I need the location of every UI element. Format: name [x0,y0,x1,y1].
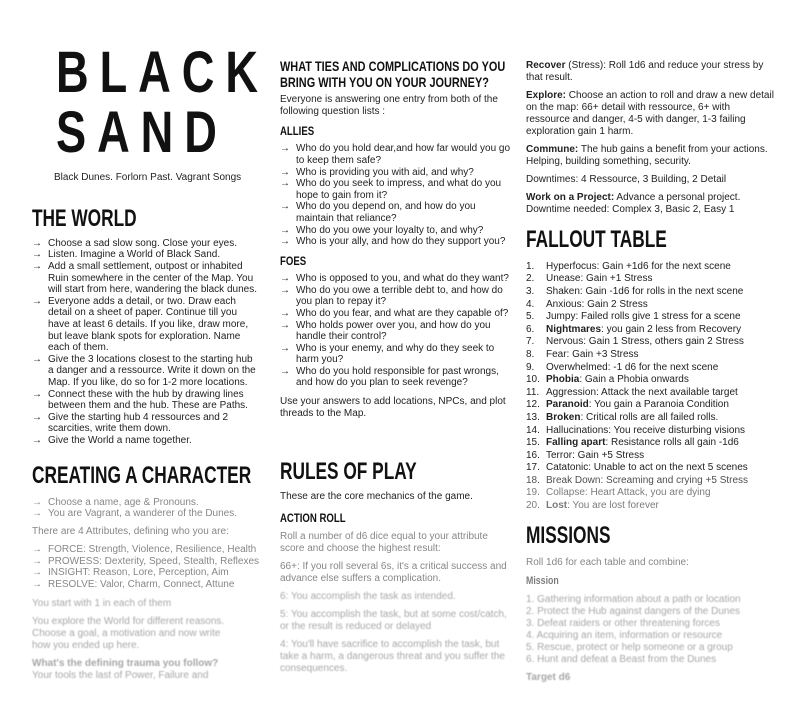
list-item: → Who do you owe your loyalty to, and why? [280,225,512,237]
ties-outro: Use your answers to add locations, NPCs, and plot threads to the Map. [280,396,506,420]
fallout-text: Aggression: Attack the next available target [546,386,738,398]
fallout-text: Jumpy: Failed rolls give 1 stress for a scene [546,311,741,323]
ties-heading-1: WHAT TIES AND COMPLICATIONS DO YOU [280,58,506,74]
downtimes-text: Downtimes: 4 Ressource, 3 Building, 2 Detail [526,174,727,185]
fallout-text: Terror: Gain +5 Stress [546,449,645,461]
result-1-3: 4: You'll have sacrifice to accomplish the task, but take a harm, a dangerous threat and you suffer the consequences. [280,639,505,675]
fallout-number: 17. [526,462,540,474]
title-line-1: BLACK [56,40,269,105]
fallout-number: 5. [526,311,535,323]
list-item: → You are Vagrant, a wanderer of the Dunes. [32,508,260,520]
fallout-number: 16. [526,449,540,461]
fallout-row [526,425,776,438]
fallout-text: Fear: Gain +3 Stress [546,348,639,360]
action-roll-heading: ACTION ROLL [280,510,346,525]
fallout-number: 7. [526,336,535,348]
fallout-text: Nervous: Gain 1 Stress, others gain 2 Stress [546,336,744,348]
fallout-text: : You are lost forever [567,500,659,512]
fallout-list [526,261,776,513]
fallout-row [526,487,776,500]
fallout-number: 1. [526,260,535,272]
fallout-text: Shaken: Gain -1d6 for rolls in the next scene [546,285,744,297]
explore-label: Explore: [526,90,567,101]
fallout-text: : Resistance rolls all gain -1d6 [605,437,739,449]
foes-list [280,273,512,389]
list-item: → Choose a sad slow song. Close your eyes. [32,238,260,250]
missions-subheading: Mission [526,574,559,587]
character-p4: Your tools the last of Power, Failure and [32,670,209,682]
fallout-number: 3. [526,285,535,297]
fallout-row [526,387,776,400]
list-item: → RESOLVE: Valor, Charm, Connect, Attune [32,579,260,591]
fallout-text: : Critical rolls are all failed rolls. [580,411,719,423]
fallout-label: Nightmares [546,323,602,335]
result-6: 6: You accomplish the task as intended. [280,591,456,603]
list-item: → Give the 3 locations closest to the starting hub a danger and a ressource. Write it down on the Map. If you like, do so for 1-2 more locations. [32,354,260,389]
fallout-number: 18. [526,474,540,486]
ties-heading-2: BRING WITH YOU ON YOUR JOURNEY? [280,74,489,90]
project-entry [526,192,776,216]
fallout-number: 19. [526,487,540,499]
fallout-row [526,362,776,375]
attributes-intro: There are 4 Attributes, defining who you are: [32,525,229,537]
list-item: → Who do you depend on, and how do you maintain that reliance? [280,201,512,224]
character-p2b: how you ended up here. [32,640,140,652]
rules-heading: RULES OF PLAY [280,458,417,485]
mission-item: 5. Rescue, protect or help someone or a group [526,641,733,653]
character-p2: You explore the World for different reasons. Choose a goal, a motivation and now write [32,616,225,640]
allies-list [280,143,512,247]
fallout-label: Paranoid [546,399,589,411]
recover-text: (Stress): Roll 1d6 and reduce your stress by that result. [526,60,764,83]
explore-entry [526,90,776,138]
recover-label: Recover [526,60,566,71]
fallout-section [526,226,776,513]
result-66: 66+: If you roll several 6s, it's a critical success and advance else suffers a complication. [280,561,507,585]
fallout-text: Hallucinations: You receive disturbing visions [546,424,746,436]
rules-intro: These are the core mechanics of the game. [280,490,473,502]
list-item: → Give the World a name together. [32,435,260,447]
character-heading: CREATING A CHARACTER [32,462,252,489]
list-item: → Connect these with the hub by drawing lines between them and the hub. These are Paths. [32,389,260,412]
list-item: → Who do you fear, and what are they capable of? [280,308,512,320]
fallout-text: Overwhelmed: -1 d6 for the next scene [546,361,719,373]
action-roll-text: Roll a number of d6 dice equal to your attribute score and choose the highest result: [280,531,488,555]
fallout-number: 12. [526,399,540,411]
list-item: → Who is your enemy, and why do they seek to harm you? [280,343,512,366]
list-item: → Who do you owe a terrible debt to, and how do you plan to repay it? [280,285,512,308]
character-p1: You start with 1 in each of them [32,598,172,610]
fallout-row [526,450,776,463]
fallout-text: : You gain a Paranoia Condition [588,399,729,411]
world-section [32,205,260,446]
project-text: Advance a personal project. Downtime needed: Complex 3, Basic 2, Easy 1 [526,192,741,215]
fallout-number: 13. [526,411,540,423]
list-item: → Who is opposed to you, and what do they want? [280,273,512,285]
list-item: → Who do you seek to impress, and what do you hope to gain from it? [280,178,512,201]
list-item: → FORCE: Strength, Violence, Resilience, Health [32,544,260,556]
fallout-row [526,311,776,324]
fallout-label: Phobia [546,374,580,386]
missions-heading: MISSIONS [526,522,611,549]
list-item: → Give the starting hub 4 ressources and 2 scarcities, write them down. [32,412,260,435]
fallout-text: Break Down: Screaming and crying +5 Stress [546,474,749,486]
mission-item: 3. Defeat raiders or other threatening forces [526,617,720,629]
explore-text: Choose an action to roll and draw a new detail on the map: 66+ detail with ressource, 6+ with ressource and danger, 4-5 with danger, 1-3 failing exploration gain 1 harm. [526,90,774,137]
fallout-text: Anxious: Gain 2 Stress [546,298,648,310]
fallout-row [526,437,776,450]
fallout-label: Broken [546,411,581,423]
fallout-row [526,374,776,387]
fallout-row [526,261,776,274]
list-item: → Add a small settlement, outpost or inhabited Ruin somewhere in the center of the Map. You will start from here, wandering the black dunes. [32,261,260,296]
foes-heading: FOES [280,253,307,268]
list-item: → Who is your ally, and how do they support you? [280,236,512,248]
list-item: → Who do you hold dear,and how far would you go to keep them safe? [280,143,512,166]
character-section [32,462,260,682]
fallout-heading: FALLOUT TABLE [526,226,667,253]
result-4-5: 5: You accomplish the task, but at some cost/catch, or the result is reduced or delayed [280,609,507,633]
fallout-number: 10. [526,374,540,386]
mission-item: 1. Gathering information about a path or location [526,593,741,605]
fallout-text: Unease: Gain +1 Stress [546,273,653,285]
fallout-row [526,336,776,349]
mission-item: 2. Protect the Hub against dangers of the Dunes [526,605,741,617]
list-item: → Who is providing you with aid, and why? [280,167,512,179]
fallout-row [526,273,776,286]
list-item: → Who do you hold responsible for past wrongs, and how do you plan to seek revenge? [280,366,512,389]
list-item: → INSIGHT: Reason, Lore, Perception, Aim [32,567,260,579]
title-line-2: SAND [56,100,228,165]
character-p3: What's the defining trauma you follow? [32,658,219,670]
recover-entry [526,60,776,84]
commune-text: The hub gains a benefit from your actions. Helping, building something, security. [526,144,768,167]
fallout-number: 4. [526,298,535,310]
missions-section [526,522,776,684]
attributes-list [32,544,260,590]
fallout-row [526,299,776,312]
fallout-row [526,500,776,513]
fallout-number: 9. [526,361,535,373]
commune-entry [526,144,776,168]
rules-section [280,458,512,675]
fallout-number: 20. [526,500,540,512]
fallout-row [526,412,776,425]
fallout-row [526,324,776,337]
fallout-number: 15. [526,437,540,449]
mission-item: 6. Hunt and defeat a Beast from the Dunes [526,653,717,665]
fallout-row [526,475,776,488]
list-item: → Listen. Imagine a World of Black Sand. [32,249,260,261]
subtitle: Black Dunes. Forlorn Past. Vagrant Songs [54,172,242,183]
list-item: → Choose a name, age & Pronouns. [32,497,260,509]
world-list [32,238,260,447]
fallout-number: 8. [526,348,535,360]
list-item: → PROWESS: Dexterity, Speed, Stealth, Reflexes [32,556,260,568]
ties-section [280,58,512,420]
fallout-row [526,286,776,299]
actions-section [526,60,776,216]
missions-footer: Target d6 [526,671,571,683]
fallout-text: : you gain 2 less from Recovery [601,323,742,335]
list-item: → Everyone adds a detail, or two. Draw each detail on a sheet of paper. Continue till you have at least 6 details. If you like, draw more, but leave blank spots for exploration. Name each of them. [32,296,260,354]
fallout-row [526,399,776,412]
fallout-text: : Gain a Phobia onwards [579,374,689,386]
fallout-row [526,462,776,475]
fallout-text: Collapse: Heart Attack, you are dying [546,487,711,499]
world-heading: THE WORLD [32,205,137,232]
fallout-label: Falling apart [546,437,606,449]
fallout-row [526,349,776,362]
fallout-text: Hyperfocus: Gain +1d6 for the next scene [546,260,731,272]
commune-label: Commune: [526,144,579,155]
fallout-number: 14. [526,424,540,436]
fallout-number: 2. [526,273,535,285]
fallout-number: 6. [526,323,535,335]
missions-intro: Roll 1d6 for each table and combine: [526,556,689,568]
fallout-number: 11. [526,386,540,398]
character-list [32,497,260,520]
fallout-text: Catatonic: Unable to act on the next 5 scenes [546,462,748,474]
project-label: Work on a Project: [526,192,615,203]
allies-heading: ALLIES [280,124,315,138]
list-item: → Who holds power over you, and how do you handle their control? [280,320,512,343]
mission-item: 4. Acquiring an item, information or resource [526,629,723,641]
fallout-label: Lost [546,500,568,512]
ties-intro: Everyone is answering one entry from both of the following question lists : [280,94,498,117]
